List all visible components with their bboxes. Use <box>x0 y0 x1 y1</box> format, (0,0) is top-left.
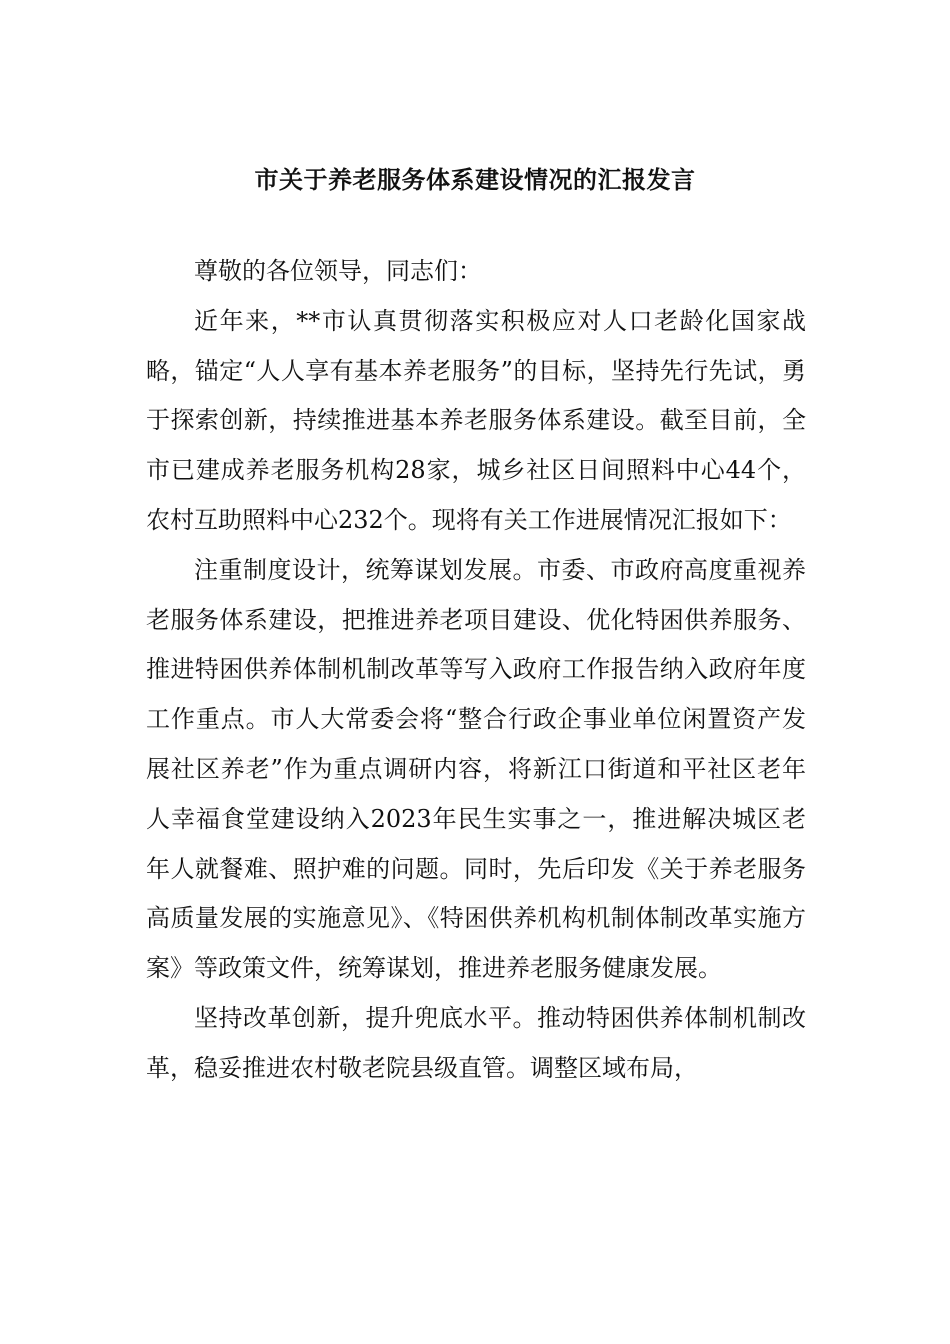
paragraph-system-design: 注重制度设计，统筹谋划发展。市委、市政府高度重视养老服务体系建设，把推进养老项目建设、优化特困供养服务、推进特困供养体制机制改革等写入政府工作报告纳入政府年度工作重点。市人大常委会将“整合行政企事业单位闲置资产发展社区养老”作为重点调研内容，将新江口街道和平社区老年人幸福食堂建设纳入2023年民生实事之一，推进解决城区老年人就餐难、照护难的问题。同时，先后印发《关于养老服务高质量发展的实施意见》、《特困供养机构机制体制改革实施方案》等政策文件，统筹谋划，推进养老服务健康发展。 <box>146 555 806 983</box>
salutation: 尊敬的各位领导，同志们： <box>194 257 482 285</box>
document-title: 市关于养老服务体系建设情况的汇报发言 <box>254 165 696 194</box>
paragraph-reform-innovation: 坚持改革创新，提升兜底水平。推动特困供养体制机制改革，稳妥推进农村敬老院县级直管。调整区域布局， <box>146 1003 806 1082</box>
document-body <box>146 247 806 1094</box>
paragraph-intro: 近年来，**市认真贯彻落实积极应对人口老龄化国家战略，锚定“人人享有基本养老服务”的目标，坚持先行先试，勇于探索创新，持续推进基本养老服务体系建设。截至目前，全市已建成养老服务机构28家，城乡社区日间照料中心44个，农村互助照料中心232个。现将有关工作进展情况汇报如下： <box>146 306 806 534</box>
